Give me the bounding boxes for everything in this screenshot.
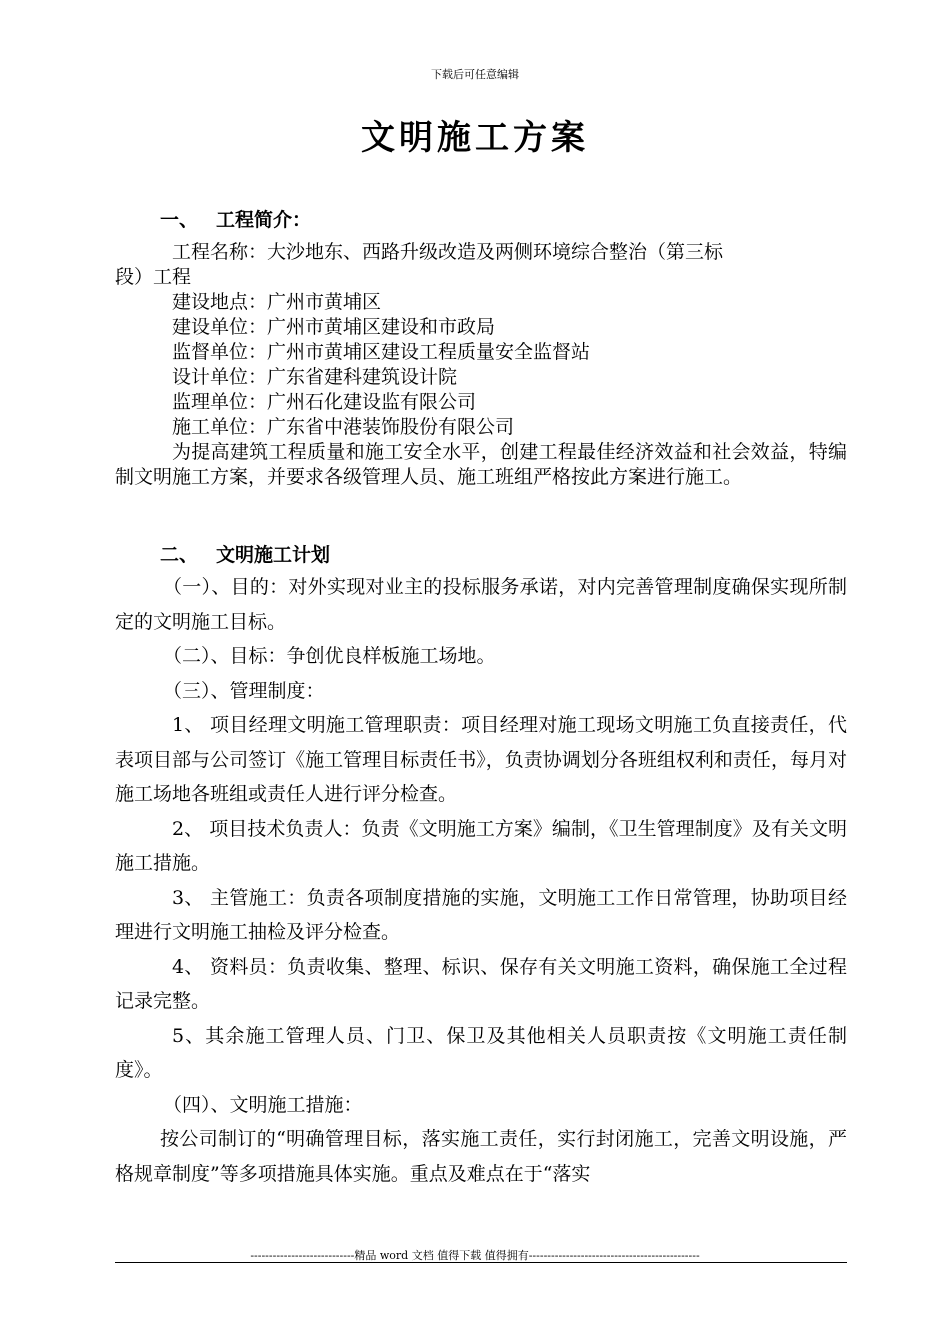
project-name-line2: 段）工程 [115, 266, 192, 288]
duty-other-staff: 5、其余施工管理人员、门卫、保卫及其他相关人员职责按《文明施工责任制度》。 [115, 1024, 847, 1081]
footer-divider [115, 1262, 847, 1263]
measures-text: 按公司制订的“明确管理目标，落实施工责任，实行封闭施工，完善文明设施，严格规章制度”等多项措施具体实施。重点及难点在于“落实 [115, 1128, 847, 1185]
project-location: 建设地点：广州市黄埔区 [172, 291, 382, 313]
header-note: 下载后可任意编辑 [431, 68, 519, 81]
plan-measures: （四）、文明施工措施： [163, 1093, 363, 1116]
section2-body [115, 570, 847, 1191]
section1-heading [160, 205, 311, 232]
project-contractor: 施工单位：广东省中港装饰股份有限公司 [172, 416, 515, 438]
duty-technical-lead: 2、 项目技术负责人：负责《文明施工方案》编制，《卫生管理制度》及有关文明施工措施。 [115, 817, 847, 874]
duty-site-supervisor: 3、 主管施工：负责各项制度措施的实施，文明施工工作日常管理，协助项目经理进行文明施工抽检及评分检查。 [115, 886, 847, 943]
section2-heading-text: 文明施工计划 [216, 544, 331, 566]
project-builder: 建设单位：广州市黄埔区建设和市政局 [172, 316, 496, 338]
project-supervisor: 监理单位：广州石化建设监有限公司 [172, 391, 477, 413]
project-designer: 设计单位：广东省建科建筑设计院 [172, 366, 458, 388]
section1-heading-text: 工程简介： [216, 209, 312, 231]
section1-heading-num: 一、 [160, 209, 199, 231]
project-name-line1: 工程名称：大沙地东、西路升级改造及两侧环境综合整治（第三标 [172, 241, 724, 263]
section2-heading [160, 540, 330, 567]
footer-note: ----------------------------精品 word 文档 值得下载 值得拥有---------------------------------------------- [250, 1249, 700, 1262]
project-purpose: 为提高建筑工程质量和施工安全水平，创建工程最佳经济效益和社会效益，特编制文明施工方案，并要求各级管理人员、施工班组严格按此方案进行施工。 [115, 441, 847, 488]
plan-goal: （二）、目标：争创优良样板施工场地。 [163, 645, 496, 667]
duty-project-manager: 1、 项目经理文明施工管理职责：项目经理对施工现场文明施工负直接责任，代表项目部与公司签订《施工管理目标责任书》，负责协调划分各班组权利和责任，每月对施工场地各班组或责任人进行评分检查。 [115, 714, 847, 805]
section1-body [115, 240, 847, 490]
page-title: 文明施工方案 [361, 118, 589, 158]
project-supervisor-gov: 监督单位：广州市黄埔区建设工程质量安全监督站 [172, 341, 591, 363]
duty-records-clerk: 4、 资料员：负责收集、整理、标识、保存有关文明施工资料，确保施工全过程记录完整。 [115, 955, 847, 1012]
section2-heading-num: 二、 [160, 544, 199, 566]
plan-management: （三）、管理制度： [163, 679, 325, 702]
plan-purpose: （一）、目的：对外实现对业主的投标服务承诺，对内完善管理制度确保实现所制定的文明施工目标。 [115, 576, 847, 633]
